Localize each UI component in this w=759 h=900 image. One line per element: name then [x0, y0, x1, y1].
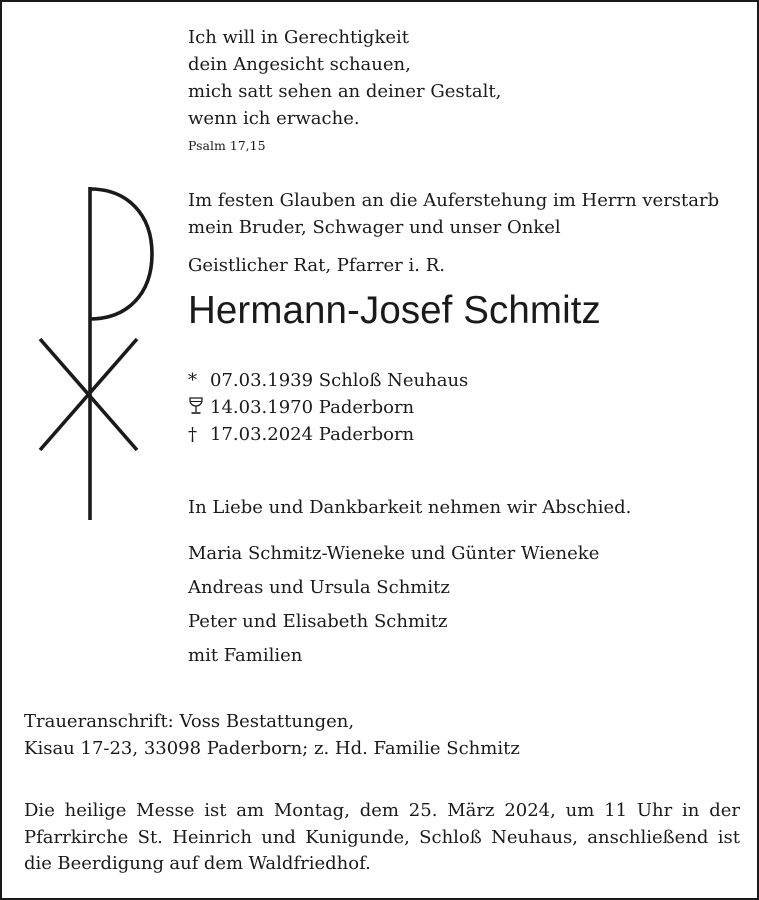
farewell-text: In Liebe und Dankbarkeit nehmen wir Abschied.	[188, 497, 632, 518]
mourner-item: Andreas und Ursula Schmitz	[188, 577, 450, 598]
birth-date-row	[188, 367, 468, 394]
address-line: Kisau 17-23, 33098 Paderborn; z. Hd. Familie Schmitz	[24, 738, 520, 759]
birth-star-icon: *	[188, 370, 197, 391]
verse-line: Ich will in Gerechtigkeit	[188, 27, 410, 48]
service-info: Die heilige Messe ist am Montag, dem 25. März 2024, um 11 Uhr in der Pfarrkirche St. Heinrich und Kunigunde, Schloß Neuhaus, anschließend ist die Beerdigung auf dem Waldfriedhof.	[24, 800, 740, 874]
death-date: 17.03.2024 Paderborn	[210, 424, 415, 445]
cross-icon: †	[188, 424, 197, 445]
intro-line: mein Bruder, Schwager und unser Onkel	[188, 217, 561, 238]
deceased-name: Hermann-Josef Schmitz	[188, 289, 601, 332]
chalice-icon	[188, 396, 210, 423]
verse-line: wenn ich erwache.	[188, 108, 360, 129]
mourner-item: Maria Schmitz-Wieneke und Günter Wieneke	[188, 543, 600, 564]
chi-rho-icon	[32, 184, 162, 524]
intro-text	[188, 187, 719, 241]
life-dates	[188, 367, 468, 448]
ordination-date: 14.03.1970 Paderborn	[210, 397, 415, 418]
intro-line: Im festen Glauben an die Auferstehung im Herrn verstarb	[188, 190, 720, 211]
mourner-item: Peter und Elisabeth Schmitz	[188, 611, 448, 632]
verse-line: mich satt sehen an deiner Gestalt,	[188, 81, 502, 102]
mourner-item: mit Familien	[188, 645, 303, 666]
mourning-address	[24, 708, 520, 762]
ordination-date-row	[188, 394, 468, 421]
mourners-list	[188, 540, 599, 676]
verse-reference: Psalm 17,15	[188, 138, 266, 153]
death-date-row	[188, 421, 468, 448]
bible-verse	[188, 24, 501, 132]
birth-date: 07.03.1939 Schloß Neuhaus	[210, 370, 469, 391]
address-line: Traueranschrift: Voss Bestattungen,	[24, 711, 355, 732]
verse-line: dein Angesicht schauen,	[188, 54, 411, 75]
deceased-title: Geistlicher Rat, Pfarrer i. R.	[188, 255, 445, 276]
